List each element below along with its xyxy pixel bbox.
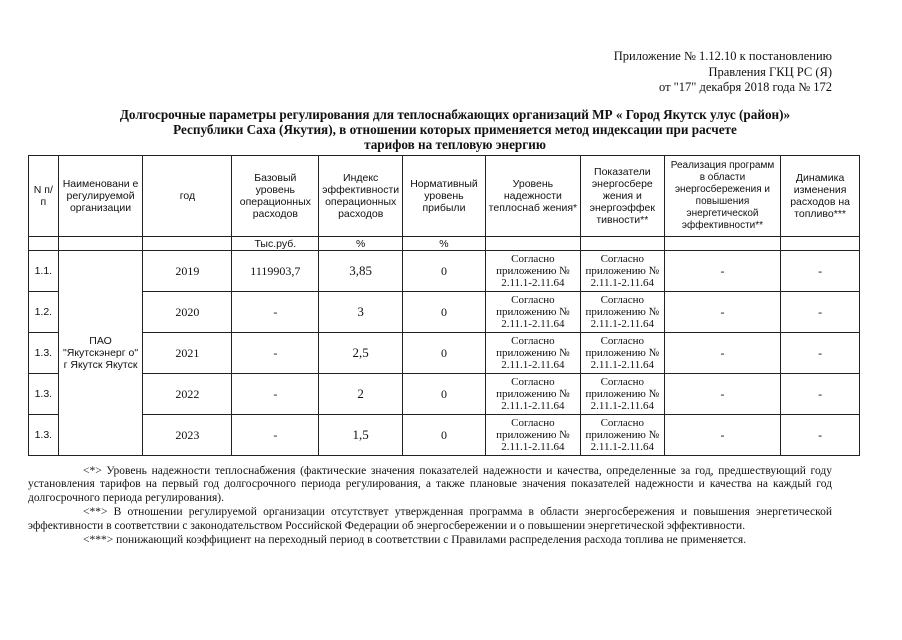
- table-units-row: [29, 237, 860, 251]
- parameters-table: [28, 155, 860, 456]
- row-energy: Согласно приложению № 2.11.1-2.11.64: [580, 333, 664, 374]
- row-programs: -: [664, 415, 781, 456]
- footnote-2: <**> В отношении регулируемой организации отсутствует утвержденная программа в области энергосбережения и повышения энергетической эффективности в соответствии с законодательством Российской Федерации об энергосбережении и о повышении энергетической эффективности.: [28, 506, 832, 532]
- row-energy: Согласно приложению № 2.11.1-2.11.64: [580, 292, 664, 333]
- row-year: 2021: [143, 333, 232, 374]
- row-programs: -: [664, 251, 781, 292]
- row-num: 1.3.: [29, 333, 59, 374]
- row-profit: 0: [403, 333, 486, 374]
- header-org: Наименовани е регулируемой организации: [58, 156, 143, 237]
- row-num: 1.3.: [29, 374, 59, 415]
- row-index: 2: [319, 374, 403, 415]
- header-line-1: Приложение № 1.12.10 к постановлению: [613, 49, 832, 63]
- title-line-2: Республики Саха (Якутия), в отношении которых применяется метод индексации при расчете: [173, 122, 737, 137]
- row-num: 1.1.: [29, 251, 59, 292]
- row-num: 1.3.: [29, 415, 59, 456]
- organization-name: ПАО "Якутскэнерг о" г Якутск Якутск: [58, 251, 143, 456]
- row-base: 1119903,7: [232, 251, 319, 292]
- title-line-3: тарифов на тепловую энергию: [364, 137, 546, 152]
- header-line-3: от "17" декабря 2018 года № 172: [659, 80, 832, 94]
- table-row: [29, 251, 860, 292]
- row-profit: 0: [403, 415, 486, 456]
- header-line-2: Правления ГКЦ РС (Я): [708, 64, 832, 79]
- row-index: 2,5: [319, 333, 403, 374]
- header-base: Базовый уровень операционных расходов: [232, 156, 319, 237]
- row-base: -: [232, 333, 319, 374]
- unit-profit: %: [403, 237, 486, 251]
- row-reliability: Согласно приложению № 2.11.1-2.11.64: [485, 292, 580, 333]
- row-year: 2019: [143, 251, 232, 292]
- row-year: 2020: [143, 292, 232, 333]
- table-header-row: [29, 156, 860, 237]
- row-reliability: Согласно приложению № 2.11.1-2.11.64: [485, 333, 580, 374]
- row-programs: -: [664, 292, 781, 333]
- row-reliability: Согласно приложению № 2.11.1-2.11.64: [485, 251, 580, 292]
- document-header: [614, 49, 832, 96]
- header-num: N п/п: [29, 156, 59, 237]
- row-index: 1,5: [319, 415, 403, 456]
- unit-base: Тыс.руб.: [232, 237, 319, 251]
- row-profit: 0: [403, 374, 486, 415]
- row-profit: 0: [403, 292, 486, 333]
- header-year: год: [143, 156, 232, 237]
- header-energy: Показатели энергосбере жения и энергоэффек тивности**: [580, 156, 664, 237]
- row-base: -: [232, 374, 319, 415]
- table-row: [29, 333, 860, 374]
- header-profit: Нормативный уровень прибыли: [403, 156, 486, 237]
- row-index: 3: [319, 292, 403, 333]
- row-programs: -: [664, 333, 781, 374]
- row-energy: Согласно приложению № 2.11.1-2.11.64: [580, 374, 664, 415]
- row-base: -: [232, 292, 319, 333]
- row-fuel: -: [781, 292, 860, 333]
- document-title: [90, 107, 820, 152]
- row-programs: -: [664, 374, 781, 415]
- row-energy: Согласно приложению № 2.11.1-2.11.64: [580, 415, 664, 456]
- row-fuel: -: [781, 415, 860, 456]
- header-reliability: Уровень надежности теплоснаб жения*: [485, 156, 580, 237]
- row-year: 2022: [143, 374, 232, 415]
- footnotes: [28, 465, 832, 548]
- row-fuel: -: [781, 374, 860, 415]
- row-fuel: -: [781, 333, 860, 374]
- row-year: 2023: [143, 415, 232, 456]
- unit-index: %: [319, 237, 403, 251]
- row-index: 3,85: [319, 251, 403, 292]
- header-index: Индекс эффективности операционных расходов: [319, 156, 403, 237]
- footnote-1: <*> Уровень надежности теплоснабжения (фактические значения показателей надежности и качества, определенные за год, предшествующий году установления тарифов на первый год долгосрочного периода регулирования, а также плановые значения показателей надежности и качества на каждый год долгосрочного периода регулирования).: [28, 465, 832, 504]
- table-row: [29, 374, 860, 415]
- footnote-3: <***> понижающий коэффициент на переходный период в соответствии с Правилами распределения расхода топлива не применяется.: [83, 534, 747, 547]
- header-programs: Реализация программ в области энергосбережения и повышения энергетической эффективности**: [664, 156, 781, 237]
- row-reliability: Согласно приложению № 2.11.1-2.11.64: [485, 374, 580, 415]
- row-fuel: -: [781, 251, 860, 292]
- table-row: [29, 415, 860, 456]
- header-fuel: Динамика изменения расходов на топливо***: [781, 156, 860, 237]
- title-line-1: Долгосрочные параметры регулирования для теплоснабжающих организаций МР « Город Якутск улус (район)»: [119, 107, 791, 122]
- row-base: -: [232, 415, 319, 456]
- row-num: 1.2.: [29, 292, 59, 333]
- table-row: [29, 292, 860, 333]
- row-reliability: Согласно приложению № 2.11.1-2.11.64: [485, 415, 580, 456]
- row-profit: 0: [403, 251, 486, 292]
- row-energy: Согласно приложению № 2.11.1-2.11.64: [580, 251, 664, 292]
